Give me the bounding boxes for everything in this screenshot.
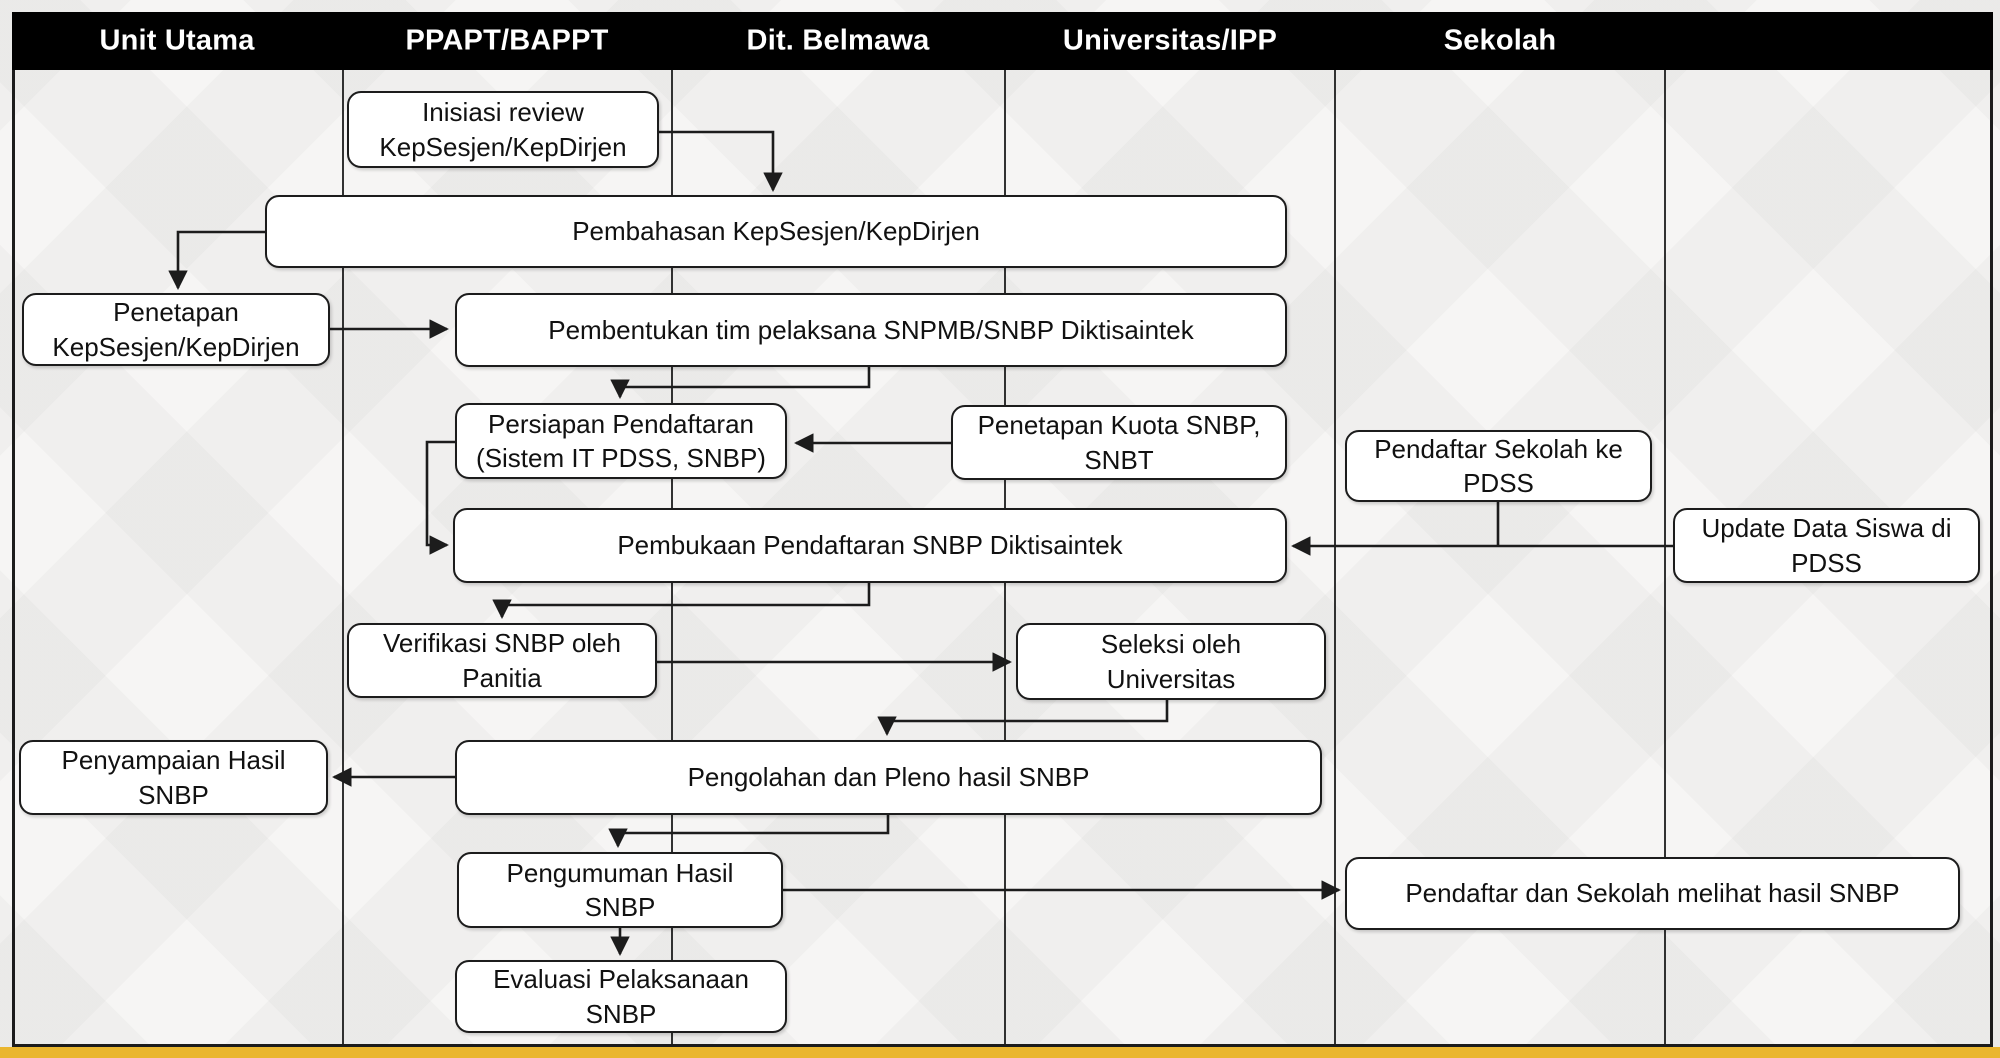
- lane-header-ppapt-bappt: PPAPT/BAPPT: [405, 24, 609, 57]
- connector-seleksi-to-pengolahan: [887, 700, 1167, 734]
- connector-inisiasi-to-pembahasan: [659, 132, 773, 190]
- node-label: Penyampaian Hasil SNBP: [61, 745, 286, 810]
- lane-header-universitas-ipp: Universitas/IPP: [1062, 24, 1278, 57]
- node-persiapan-pendaftaran: [455, 403, 787, 479]
- node-label: Persiapan Pendaftaran (Sistem IT PDSS, SNBP): [476, 408, 766, 473]
- node-label: Update Data Siswa di PDSS: [1701, 513, 1952, 578]
- node-update-data-siswa: [1673, 508, 1980, 583]
- node-label: Seleksi oleh Universitas: [1100, 629, 1242, 694]
- node-inisiasi-review: [347, 91, 659, 168]
- lane-header-sekolah: Sekolah: [1443, 24, 1557, 57]
- node-label: Penetapan Kuota SNBP, SNBT: [977, 410, 1261, 475]
- node-evaluasi: [455, 960, 787, 1033]
- lane-header-unit-utama: Unit Utama: [99, 24, 255, 57]
- node-label: Pembukaan Pendaftaran SNBP Diktisaintek: [617, 530, 1123, 561]
- node-label: Pengumuman Hasil SNBP: [506, 857, 734, 922]
- bottom-accent-bar: [0, 1047, 2000, 1058]
- node-seleksi: [1016, 623, 1326, 700]
- node-penetapan-kepsesjen: [22, 293, 330, 366]
- node-pembahasan: [265, 195, 1287, 268]
- connector-pembahasan-to-penetapan: [178, 232, 265, 288]
- node-penetapan-kuota: [951, 405, 1287, 480]
- node-label: Penetapan KepSesjen/KepDirjen: [52, 297, 300, 362]
- node-label: Pembentukan tim pelaksana SNPMB/SNBP Diktisaintek: [548, 314, 1194, 345]
- node-label: Pembahasan KepSesjen/KepDirjen: [572, 216, 980, 247]
- connector-pengolahan-to-pengumuman: [618, 815, 888, 846]
- node-label: Verifikasi SNBP oleh Panitia: [383, 628, 621, 693]
- node-pendaftar-sekolah: [1345, 430, 1652, 502]
- lane-header-dit-belmawa: Dit. Belmawa: [746, 24, 930, 57]
- node-label: Pengolahan dan Pleno hasil SNBP: [687, 762, 1090, 793]
- connector-persiapan-to-pembukaan: [427, 442, 455, 545]
- connector-pembukaan-to-verifikasi: [502, 583, 869, 617]
- node-penyampaian-hasil: [19, 740, 328, 815]
- node-label: Inisiasi review KepSesjen/KepDirjen: [379, 97, 627, 162]
- node-label: Evaluasi Pelaksanaan SNBP: [493, 964, 749, 1029]
- node-pengumuman-hasil: [457, 852, 783, 928]
- node-pembukaan-pendaftaran: [453, 508, 1287, 583]
- node-verifikasi: [347, 623, 657, 698]
- node-pembentukan-tim: [455, 293, 1287, 367]
- node-pengolahan-pleno: [455, 740, 1322, 815]
- connector-pembentukan-to-persiapan: [620, 367, 869, 397]
- node-label: Pendaftar Sekolah ke PDSS: [1374, 433, 1623, 498]
- node-label: Pendaftar dan Sekolah melihat hasil SNBP: [1405, 878, 1900, 909]
- node-pendaftar-melihat: [1345, 857, 1960, 930]
